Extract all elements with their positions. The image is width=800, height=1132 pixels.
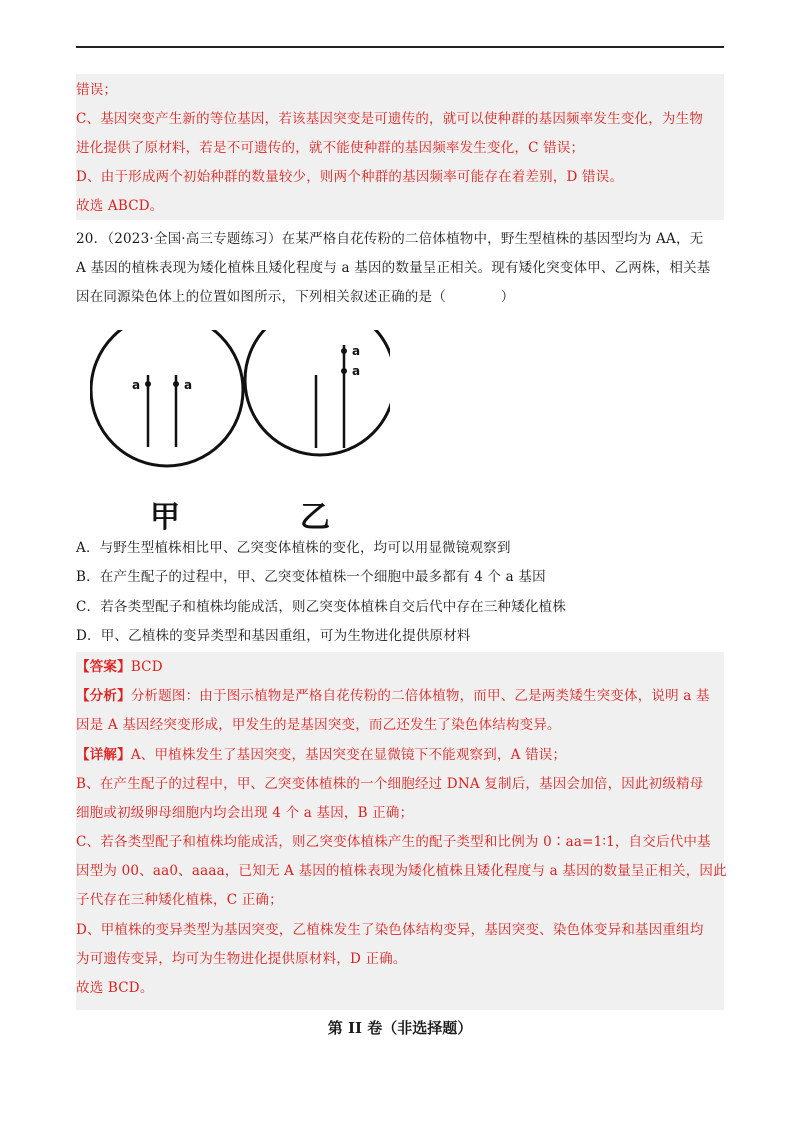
- analysis-line: 因是 A 基因经突变形成，甲发生的是基因突变，而乙还发生了染色体结构变异。: [76, 717, 561, 733]
- option-b: B．在产生配子的过程中，甲、乙突变体植株一个细胞中最多都有 4 个 a 基因: [76, 569, 546, 585]
- explanation-line: 进化提供了原材料，若是不可遗传的，就不能使种群的基因频率发生变化，C 错误；: [76, 140, 585, 156]
- option-d: D．甲、乙植株的变异类型和基因重组，可为生物进化提供原材料: [76, 628, 471, 644]
- detail-line: 因型为 00、aa0、aaaa，已知无 A 基因的植株表现为矮化植株且矮化程度与 a 基因的数量呈正相关，因此: [76, 863, 727, 879]
- gene-locus-marker: [341, 368, 347, 374]
- detail-line: 细胞或初级卵母细胞内均会出现 4 个 a 基因，B 正确；: [76, 805, 414, 821]
- chromosome-diagram: [90, 330, 390, 500]
- figure-caption-yi: 乙: [300, 500, 330, 535]
- option-a: A．与野生型植株相比甲、乙突变体植株的变化，均可以用显微镜观察到: [76, 540, 511, 556]
- question-stem-line: 因在同源染色体上的位置如图所示，下列相关叙述正确的是（ ）: [76, 289, 515, 305]
- detail-line: B、在产生配子的过程中，甲、乙突变体植株的一个细胞经过 DNA 复制后，基因会加倍，因此初级精母: [76, 776, 704, 792]
- analysis-line: 【分析】分析题图：由于图示植物是严格自花传粉的二倍体植物，而甲、乙是两类矮生突变体，说明 a 基: [76, 688, 710, 704]
- section-tag: 【答案】: [76, 659, 131, 675]
- gene-locus-marker: [145, 381, 151, 387]
- explanation-line: 故选 ABCD。: [76, 198, 164, 214]
- gene-locus-marker: [341, 348, 347, 354]
- detail-line: 子代存在三种矮化植株，C 正确；: [76, 892, 283, 908]
- final-answer-line: 故选 BCD。: [76, 980, 154, 996]
- explanation-line: C、基因突变产生新的等位基因，若该基因突变是可遗传的，就可以使种群的基因频率发生变化，为生物: [76, 111, 704, 127]
- section-tag: 【详解】: [76, 747, 131, 763]
- answer-line: 【答案】BCD: [76, 659, 163, 675]
- section-tag: 【分析】: [76, 688, 131, 704]
- question-stem-line: 20．（2023·全国·高三专题练习）在某严格自花传粉的二倍体植物中，野生型植株的基因型均为 AA，无: [76, 231, 704, 247]
- chromosome-figure: [90, 330, 390, 504]
- figure-caption-jia: 甲: [150, 500, 180, 535]
- question-stem-line: A 基因的植株表现为矮化植株且矮化程度与 a 基因的数量呈正相关。现有矮化突变体甲、乙两株，相关基: [76, 260, 711, 276]
- detail-line: 为可遗传变异，均可为生物进化提供原材料，D 正确。: [76, 951, 407, 967]
- gene-label: a: [352, 364, 361, 378]
- explanation-line: D、由于形成两个初始种群的数量较少，则两个种群的基因频率可能存在着差别，D 错误。: [76, 169, 624, 185]
- header-rule: [76, 46, 724, 48]
- section-title: 第 II 卷（非选择题）: [327, 1019, 473, 1037]
- detail-line: 【详解】A、甲植株发生了基因突变，基因突变在显微镜下不能观察到，A 错误；: [76, 747, 567, 763]
- option-c: C．若各类型配子和植株均能成活，则乙突变体植株自交后代中存在三种矮化植株: [76, 599, 567, 615]
- detail-line: C、若各类型配子和植株均能成活，则乙突变体植株产生的配子类型和比例为 0∶aa=1∶1，自交后代中基: [76, 834, 711, 850]
- cell-jia-outline: [91, 330, 243, 466]
- detail-line: D、甲植株的变异类型为基因突变，乙植株发生了染色体结构变异，基因突变、染色体变异和基因重组均: [76, 922, 704, 938]
- gene-label: a: [184, 378, 193, 392]
- explanation-line: 错误；: [76, 82, 118, 98]
- cell-yi-outline: [245, 330, 390, 455]
- gene-label: a: [132, 378, 141, 392]
- gene-label: a: [352, 344, 361, 358]
- gene-locus-marker: [173, 381, 179, 387]
